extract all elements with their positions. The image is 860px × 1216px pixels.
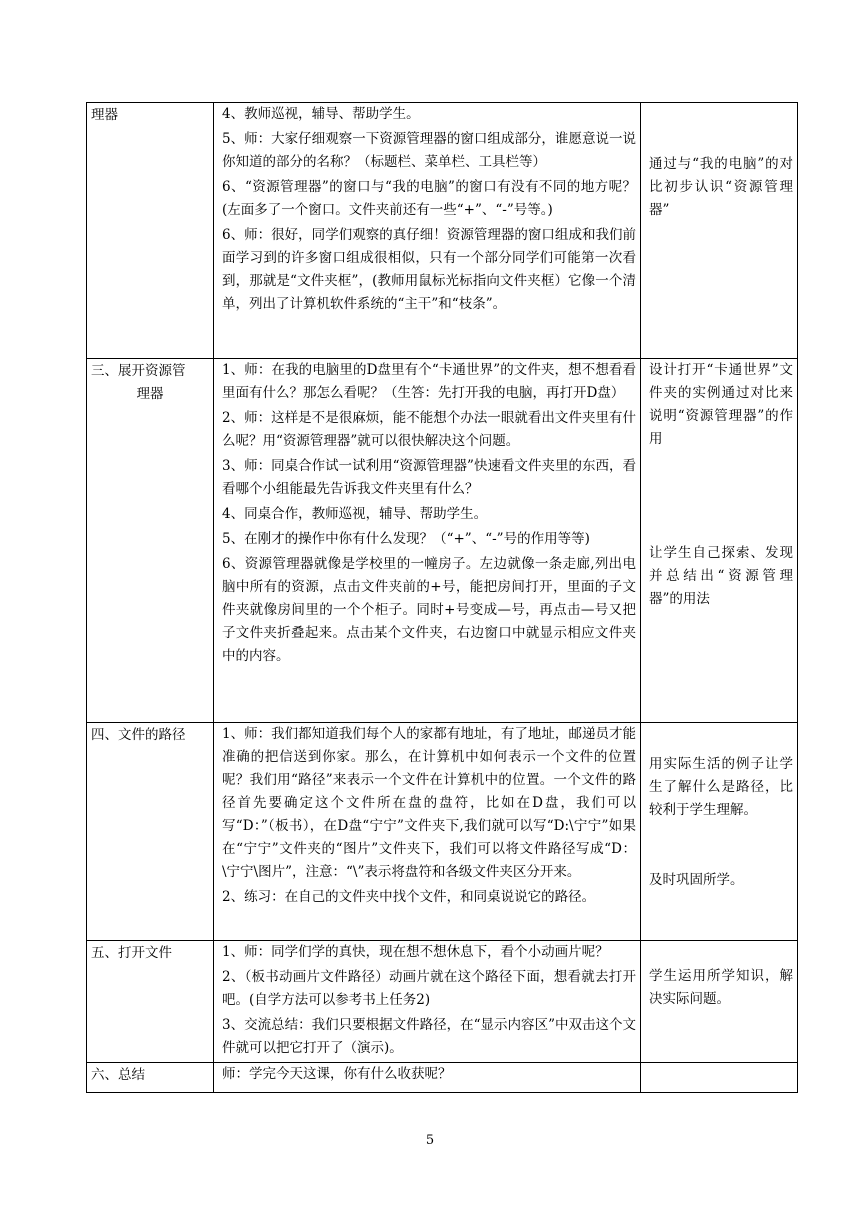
activity-paragraph: 1、师：我们都知道我们每个人的家都有地址，有了地址，邮递员才能准确的把信送到你家。那么，在计算机中如何表示一个文件的位置呢？我们用“路径”来表示一个文件在计算机中的位置。一个文件的路径首先要确定这个文件所在盘的盘符，比如在D盘，我们可以写“D：”（板书），在D盘“宁宁”文件夹下,我们就可以写“D:\宁宁”如果在“宁宁”文件夹的“图片”文件夹下，我们可以将文件路径写成“D：\宁宁\图片”，注意：“\”表示将盘符和各级文件夹区分开来。 bbox=[222, 726, 636, 880]
step-cell bbox=[87, 359, 214, 723]
note-cell bbox=[641, 103, 798, 359]
table-row bbox=[87, 723, 798, 941]
activity-paragraph: 3、师：同桌合作试一试利用“资源管理器”快速看文件夹里的东西，看看哪个小组能最先告诉我文件夹里有什么？ bbox=[222, 458, 636, 497]
activity-paragraph: 4、教师巡视，辅导、帮助学生。 bbox=[222, 106, 420, 122]
step-label: 四、文件的路径 bbox=[91, 727, 186, 743]
activity-cell bbox=[214, 1063, 641, 1093]
activity-paragraph: 1、师：在我的电脑里的D盘里有个“卡通世界”的文件夹，想不想看看里面有什么？那怎么看呢？（生答：先打开我的电脑，再打开D盘） bbox=[222, 362, 636, 401]
activity-cell bbox=[214, 359, 641, 723]
design-note: 用实际生活的例子让学生了解什么是路径，比较利于学生理解。 bbox=[649, 756, 793, 818]
table-row bbox=[87, 103, 798, 359]
activity-paragraph: 5、师：大家仔细观察一下资源管理器的窗口组成部分，谁愿意说一说你知道的部分的名称？（标题栏、菜单栏、工具栏等） bbox=[222, 131, 636, 170]
design-note: 及时巩固所学。 bbox=[649, 872, 744, 888]
note-cell bbox=[641, 941, 798, 1063]
activity-paragraph: 3、交流总结：我们只要根据文件路径，在“显示内容区”中双击这个文件就可以把它打开了（演示)。 bbox=[222, 1017, 636, 1056]
activity-cell bbox=[214, 723, 641, 941]
activity-paragraph: 4、同桌合作，教师巡视，辅导、帮助学生。 bbox=[222, 506, 488, 522]
activity-paragraph: 1、师：同学们学的真快，现在想不想休息下，看个小动画片呢？ bbox=[222, 944, 609, 960]
activity-paragraph: 2、师：这样是不是很麻烦，能不能想个办法一眼就看出文件夹里有什么呢？用“资源管理器”就可以很快解决这个问题。 bbox=[222, 410, 636, 449]
activity-paragraph: 5、在刚才的操作中你有什么发现？（“+”、“-”号的作用等等) bbox=[222, 531, 590, 547]
step-label: 三、展开资源管 bbox=[91, 363, 186, 379]
note-cell bbox=[641, 359, 798, 723]
activity-paragraph: 师：学完今天这课，你有什么收获呢？ bbox=[222, 1066, 452, 1082]
step-cell bbox=[87, 1063, 214, 1093]
design-note: 让学生自己探索、发现并总结出“资源管理器”的用法 bbox=[649, 545, 793, 607]
note-cell bbox=[641, 723, 798, 941]
design-note: 学生运用所学知识，解决实际问题。 bbox=[649, 968, 793, 1007]
step-label: 理器 bbox=[136, 386, 164, 402]
page-number: 5 bbox=[425, 1133, 435, 1148]
design-note: 设计打开“卡通世界”文件夹的实例通过对比来说明“资源管理器”的作用 bbox=[649, 362, 793, 447]
activity-cell bbox=[214, 941, 641, 1063]
activity-paragraph: 2、（板书动画片文件路径）动画片就在这个路径下面，想看就去打开吧。(自学方法可以参考书上任务2) bbox=[222, 969, 636, 1008]
activity-paragraph: 6、资源管理器就像是学校里的一幢房子。左边就像一条走廊,列出电脑中所有的资源，点击文件夹前的+号，能把房间打开，里面的子文件夹就像房间里的一个个柜子。同时+号变成—号，再点击—号又把子文件夹折叠起来。点击某个文件夹，右边窗口中就显示相应文件夹中的内容。 bbox=[222, 556, 636, 664]
step-label: 六、总结 bbox=[91, 1067, 145, 1083]
lesson-plan-table bbox=[86, 102, 798, 1093]
table-row bbox=[87, 1063, 798, 1093]
activity-paragraph: 6、师：很好，同学们观察的真仔细！资源管理器的窗口组成和我们前面学习到的许多窗口组成很相似，只有一个部分同学们可能第一次看到，那就是“文件夹框”，(教师用鼠标光标指向文件夹框）它像一个清单，列出了计算机软件系统的“主干”和“枝条”。 bbox=[222, 227, 636, 312]
activity-paragraph: 6、“资源管理器”的窗口与“我的电脑”的窗口有没有不同的地方呢？(左面多了一个窗口。文件夹前还有一些“+”、“-”号等。) bbox=[222, 179, 636, 218]
note-cell bbox=[641, 1063, 798, 1093]
table-row bbox=[87, 941, 798, 1063]
step-cell bbox=[87, 723, 214, 941]
activity-cell bbox=[214, 103, 641, 359]
design-note: 通过与“我的电脑”的对比初步认识“资源管理 器” bbox=[649, 156, 793, 218]
table-row bbox=[87, 359, 798, 723]
step-cell bbox=[87, 941, 214, 1063]
step-label: 理器 bbox=[91, 107, 118, 123]
activity-paragraph: 2、练习：在自己的文件夹中找个文件，和同桌说说它的路径。 bbox=[222, 889, 596, 905]
step-cell bbox=[87, 103, 214, 359]
step-label: 五、打开文件 bbox=[91, 945, 172, 961]
